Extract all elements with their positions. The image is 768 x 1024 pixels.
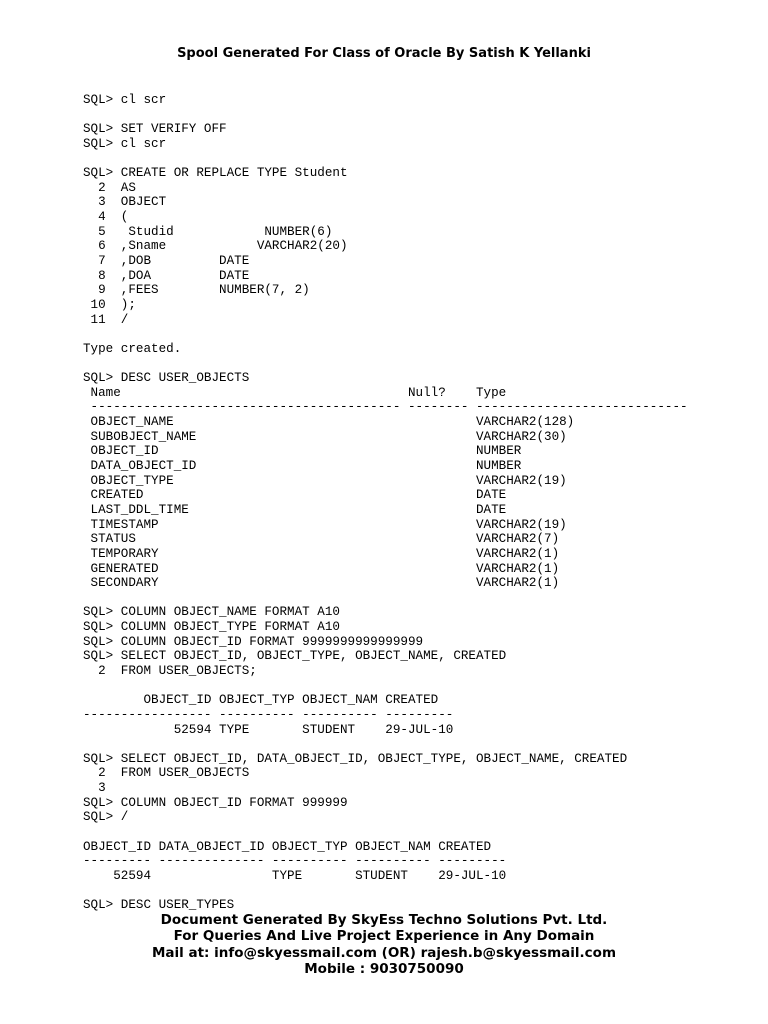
- spool-line: DATA_OBJECT_ID NUMBER: [83, 459, 522, 474]
- sql-spool-output: [83, 93, 688, 913]
- spool-line: STATUS VARCHAR2(7): [83, 532, 560, 547]
- footer-queries-line: For Queries And Live Project Experience in Any Domain: [173, 928, 595, 945]
- page-footer: [0, 912, 768, 977]
- spool-line: TIMESTAMP VARCHAR2(19): [83, 517, 567, 532]
- spool-line: 9 ,FEES NUMBER(7, 2): [83, 283, 310, 298]
- spool-line: 2 FROM USER_OBJECTS;: [83, 663, 257, 678]
- spool-line: OBJECT_ID NUMBER: [83, 444, 522, 459]
- spool-line: SUBOBJECT_NAME VARCHAR2(30): [83, 429, 567, 444]
- spool-line: --------- -------------- ---------- ---------- ---------: [83, 854, 507, 869]
- spool-line: SQL> CREATE OR REPLACE TYPE Student: [83, 166, 348, 181]
- spool-line: LAST_DDL_TIME DATE: [83, 502, 507, 517]
- spool-line: TEMPORARY VARCHAR2(1): [83, 546, 560, 561]
- spool-line: 52594 TYPE STUDENT 29-JUL-10: [83, 722, 454, 737]
- spool-line: SQL> SET VERIFY OFF: [83, 122, 227, 137]
- spool-line: 6 ,Sname VARCHAR2(20): [83, 239, 348, 254]
- spool-line: 3: [83, 781, 106, 796]
- spool-line: [83, 152, 688, 167]
- spool-line: SQL> COLUMN OBJECT_ID FORMAT 999999: [83, 795, 348, 810]
- spool-line: GENERATED VARCHAR2(1): [83, 561, 560, 576]
- footer-mail-line: Mail at: info@skyessmail.com (OR) rajesh.b@skyessmail.com: [151, 944, 617, 961]
- spool-line: SQL> /: [83, 810, 129, 825]
- spool-line: SQL> DESC USER_OBJECTS: [83, 371, 250, 386]
- spool-line: 5 Studid NUMBER(6): [83, 224, 333, 239]
- spool-line: SQL> SELECT OBJECT_ID, OBJECT_TYPE, OBJECT_NAME, CREATED: [83, 649, 507, 664]
- page-title: Spool Generated For Class of Oracle By Satish K Yellanki: [177, 46, 591, 61]
- spool-line: 52594 TYPE STUDENT 29-JUL-10: [83, 868, 507, 883]
- spool-line: SQL> COLUMN OBJECT_ID FORMAT 9999999999999999: [83, 634, 424, 649]
- spool-line: [83, 825, 688, 840]
- spool-line: [83, 108, 688, 123]
- spool-line: OBJECT_ID DATA_OBJECT_ID OBJECT_TYP OBJECT_NAM CREATED: [83, 839, 492, 854]
- spool-line: SQL> cl scr: [83, 136, 167, 151]
- spool-line: SQL> cl scr: [83, 93, 167, 107]
- spool-line: Name Null? Type: [83, 385, 507, 400]
- spool-line: SQL> COLUMN OBJECT_NAME FORMAT A10: [83, 605, 340, 620]
- spool-line: 7 ,DOB DATE: [83, 254, 250, 269]
- spool-line: SQL> DESC USER_TYPES: [83, 898, 235, 913]
- spool-line: [83, 327, 688, 342]
- spool-line: CREATED DATE: [83, 488, 507, 503]
- spool-line: OBJECT_NAME VARCHAR2(128): [83, 415, 575, 430]
- spool-line: ----------------- ---------- ---------- ---------: [83, 707, 454, 722]
- spool-line: 10 );: [83, 297, 136, 312]
- spool-line: 11 /: [83, 312, 129, 327]
- spool-line: 4 (: [83, 210, 129, 225]
- spool-line: 3 OBJECT: [83, 195, 167, 210]
- spool-line: SQL> SELECT OBJECT_ID, DATA_OBJECT_ID, OBJECT_TYPE, OBJECT_NAME, CREATED: [83, 751, 628, 766]
- spool-line: [83, 591, 688, 606]
- footer-mobile-line: Mobile : 9030750090: [304, 960, 464, 977]
- spool-line: [83, 357, 688, 372]
- spool-line: OBJECT_ID OBJECT_TYP OBJECT_NAM CREATED: [83, 693, 439, 708]
- spool-line: [83, 884, 688, 899]
- spool-line: [83, 679, 688, 694]
- spool-line: 8 ,DOA DATE: [83, 268, 250, 283]
- spool-line: ----------------------------------------- -------- ----------------------------: [83, 400, 688, 415]
- spool-line: OBJECT_TYPE VARCHAR2(19): [83, 473, 567, 488]
- footer-company-line: Document Generated By SkyEss Techno Solutions Pvt. Ltd.: [160, 912, 608, 928]
- spool-line: [83, 737, 688, 752]
- spool-line: Type created.: [83, 341, 182, 356]
- spool-line: 2 AS: [83, 180, 136, 195]
- spool-line: SQL> COLUMN OBJECT_TYPE FORMAT A10: [83, 620, 340, 635]
- spool-line: SECONDARY VARCHAR2(1): [83, 576, 560, 591]
- spool-line: 2 FROM USER_OBJECTS: [83, 766, 250, 781]
